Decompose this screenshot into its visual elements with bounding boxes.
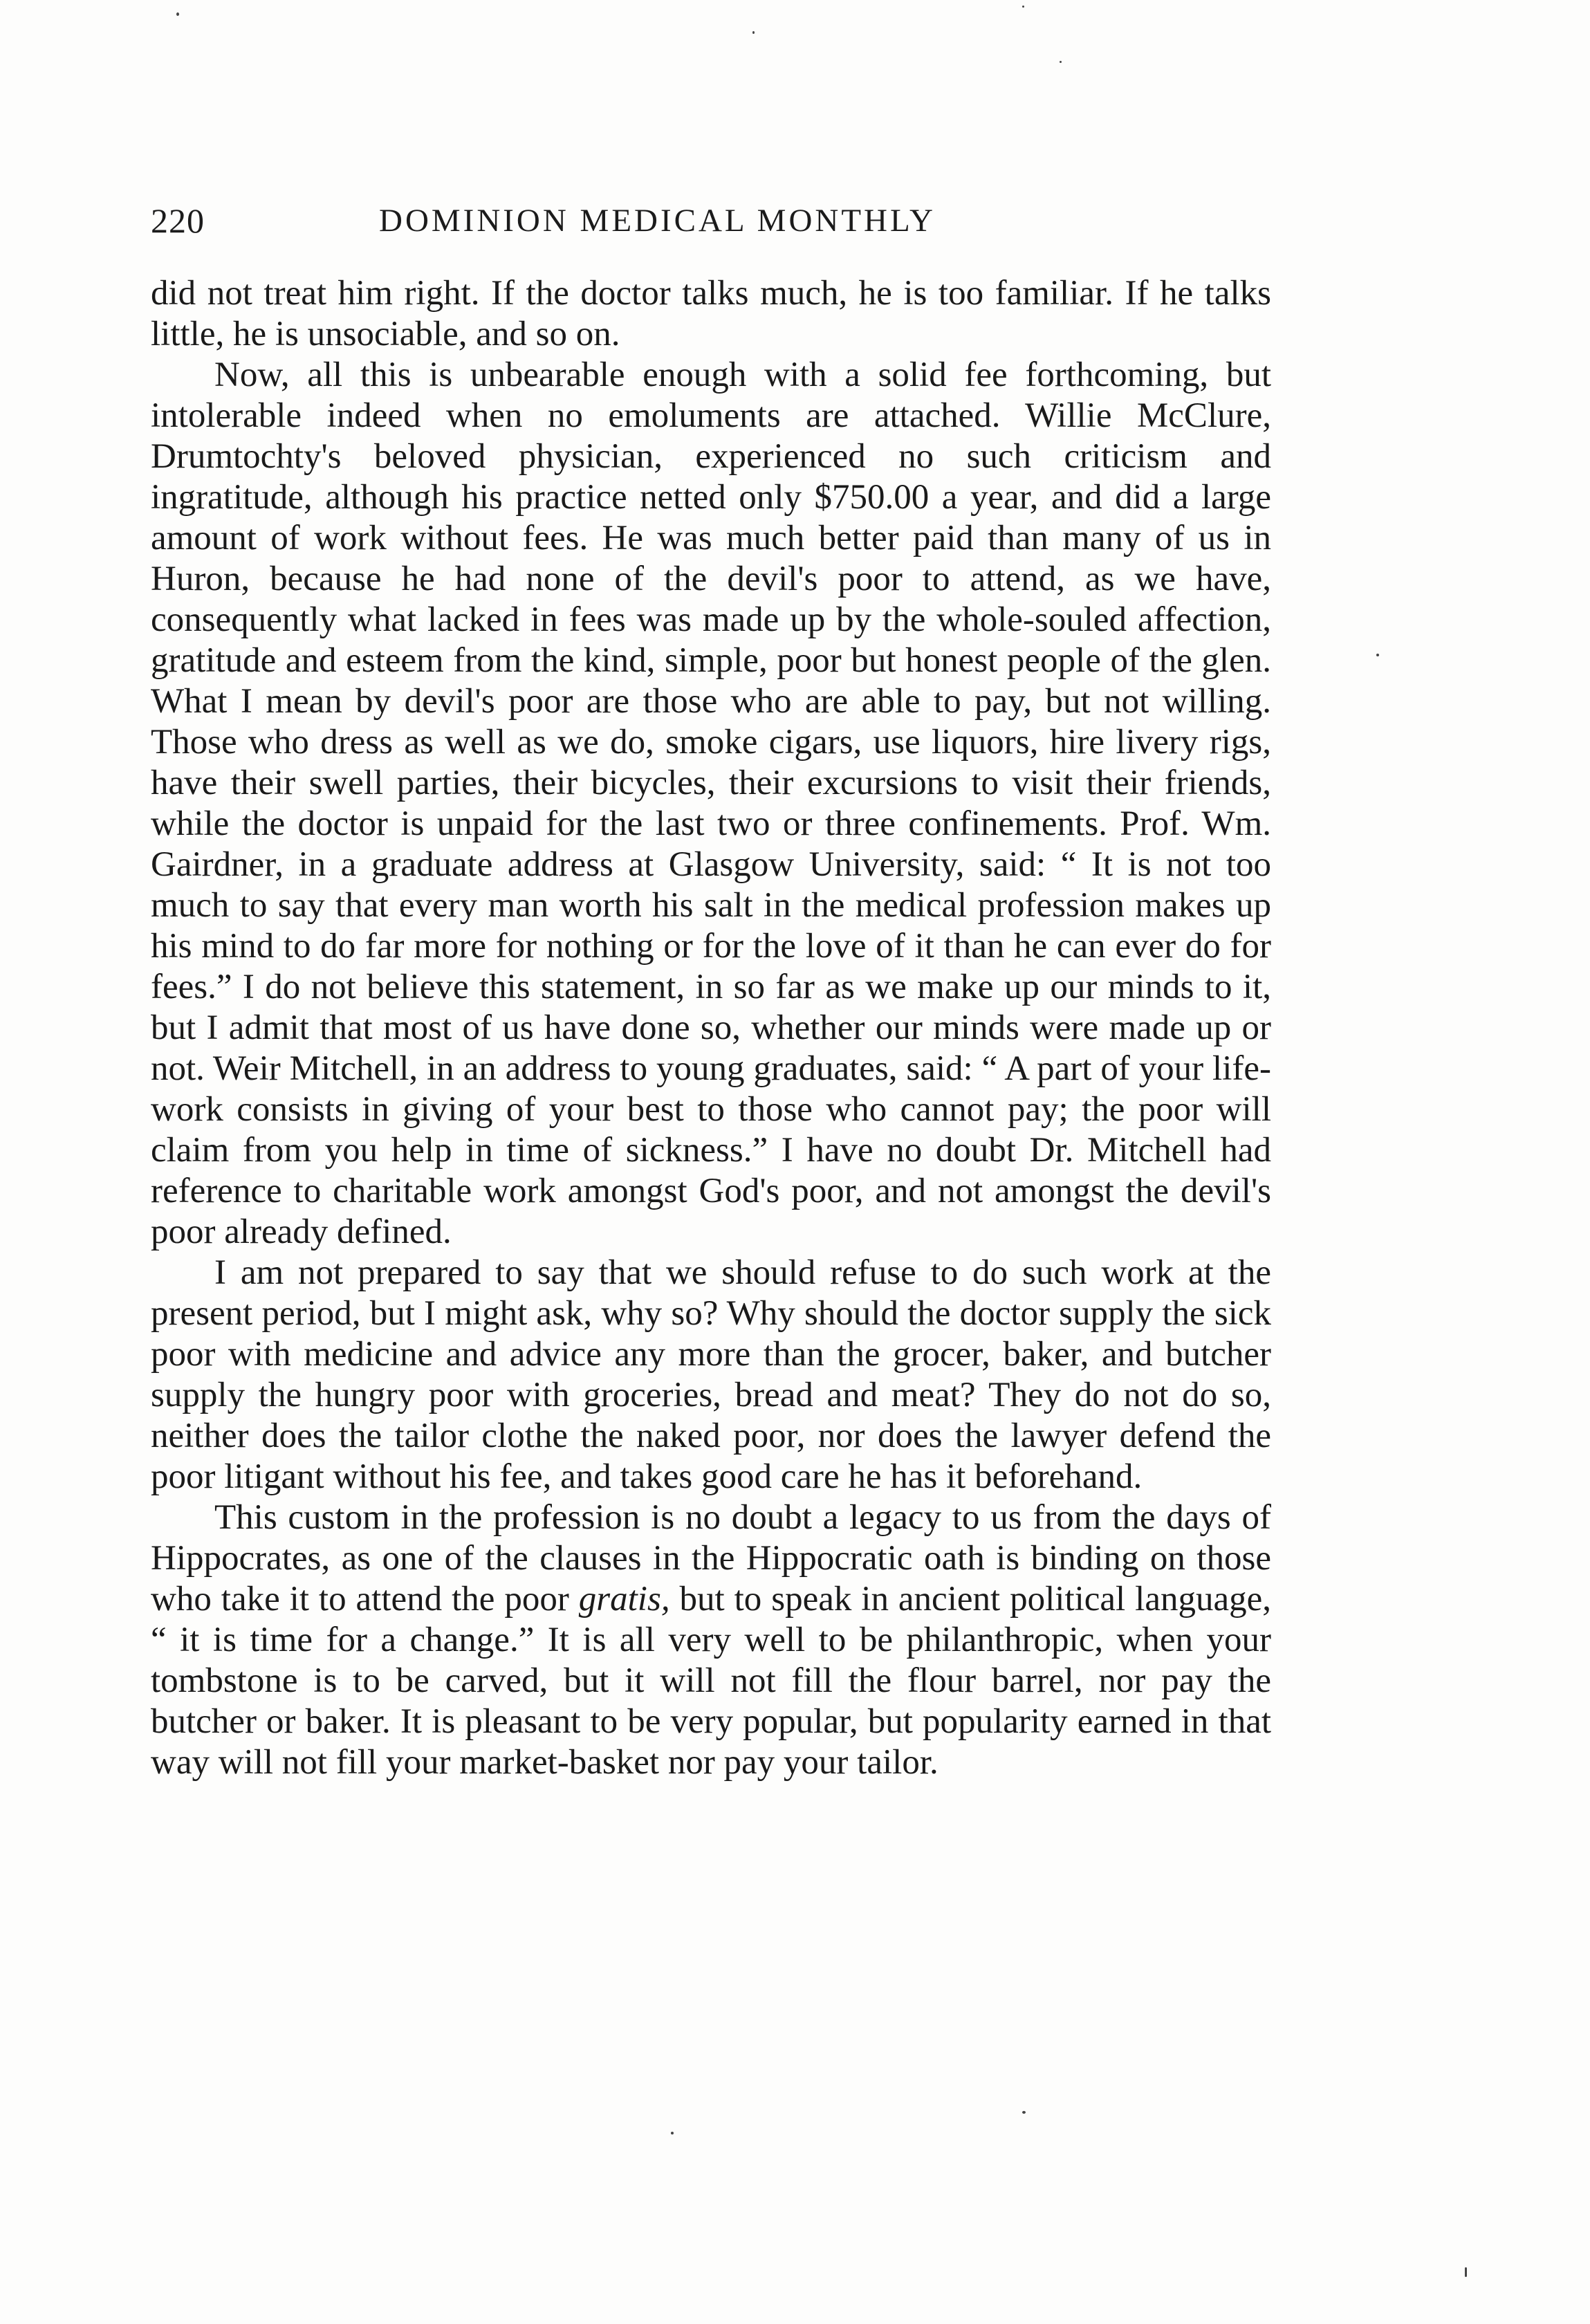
scan-speck — [752, 31, 755, 34]
paragraph-why-so: I am not prepared to say that we should refuse to do such work at the present period, but I might ask, why so? Why should the doctor supply the sick poor with medicine and advice any more than the grocer, baker, and butcher supply the hungry poor with groceries, bread and meat? They do not do so, neither does the tailor clothe the naked poor, nor does the lawyer defend the poor litigant without his fee, and takes good care he has it beforehand. — [151, 1253, 1271, 1496]
paragraph-text-after-italic: but to speak in ancient political language, “ it is time for a change.” It is all very well to be philanthropic, when your tombstone is to be carved, but it will not fill the flour barrel, nor pay the butcher or baker. It is pleasant to be very popular, but popularity earned in that way will not fill your market-basket nor pay your tailor. — [151, 1580, 1271, 1782]
scan-speck — [176, 12, 179, 16]
scan-speck — [1376, 654, 1379, 656]
scan-speck — [1465, 2267, 1467, 2277]
italic-word-gratis: gratis, — [578, 1580, 670, 1618]
paragraph-devils-poor: Now, all this is unbearable enough with a solid fee forthcoming, but intolerable indeed when no emoluments are attached. Willie McClure, Drumtochty's beloved physician, experienced no such criticism and ingratitude, although his practice netted only $750.00 a year, and did a large amount of work without fees. He was much better paid than many of us in Huron, because he had none of the devil's poor to attend, as we have, consequently what lacked in fees was made up by the whole-souled affection, gratitude and esteem from the kind, simple, poor but honest people of the glen. What I mean by devil's poor are those who are able to pay, but not willing. Those who dress as well as we do, smoke cigars, use liquors, hire livery rigs, have their swell parties, their bicycles, their excursions to visit their friends, while the doctor is unpaid for the last two or three confinements. Prof. Wm. Gairdner, in a graduate address at Glasgow University, said: “ It is not too much to say that every man worth his salt in the medical profession makes up his mind to do far more for nothing or for the love of it than he can ever do for fees.” I do not believe this statement, in so far as we make up our minds to it, but I admit that most of us have done so, whether our minds were made up or not. Weir Mitchell, in an address to young graduates, said: “ A part of your life-work consists in giving of your best to those who cannot pay; the poor will claim from you help in time of sickness.” I have no doubt Dr. Mitchell had reference to charitable work amongst God's poor, and not amongst the devil's poor already defined. — [151, 356, 1271, 1251]
paragraph-continued: did not treat him right. If the doctor talks much, he is too familiar. If he talks little, he is unsociable, and so on. — [151, 274, 1271, 353]
journal-title: DOMINION MEDICAL MONTHLY — [379, 203, 936, 239]
scan-speck — [1022, 2111, 1026, 2114]
article-body — [151, 273, 1271, 1783]
page-number: 220 — [151, 201, 205, 240]
running-head — [151, 201, 1271, 249]
scan-speck — [1060, 61, 1062, 63]
paragraph-hippocratic-oath — [151, 1497, 1271, 1783]
scan-speck — [671, 2132, 674, 2134]
scan-speck — [1022, 6, 1024, 8]
paragraph-text-before-italic: This custom in the profession is no doubt a legacy to us from the days of Hippocrates, as one of the clauses in the Hippocratic oath is binding on those who take it to attend the poor — [151, 1498, 1271, 1618]
